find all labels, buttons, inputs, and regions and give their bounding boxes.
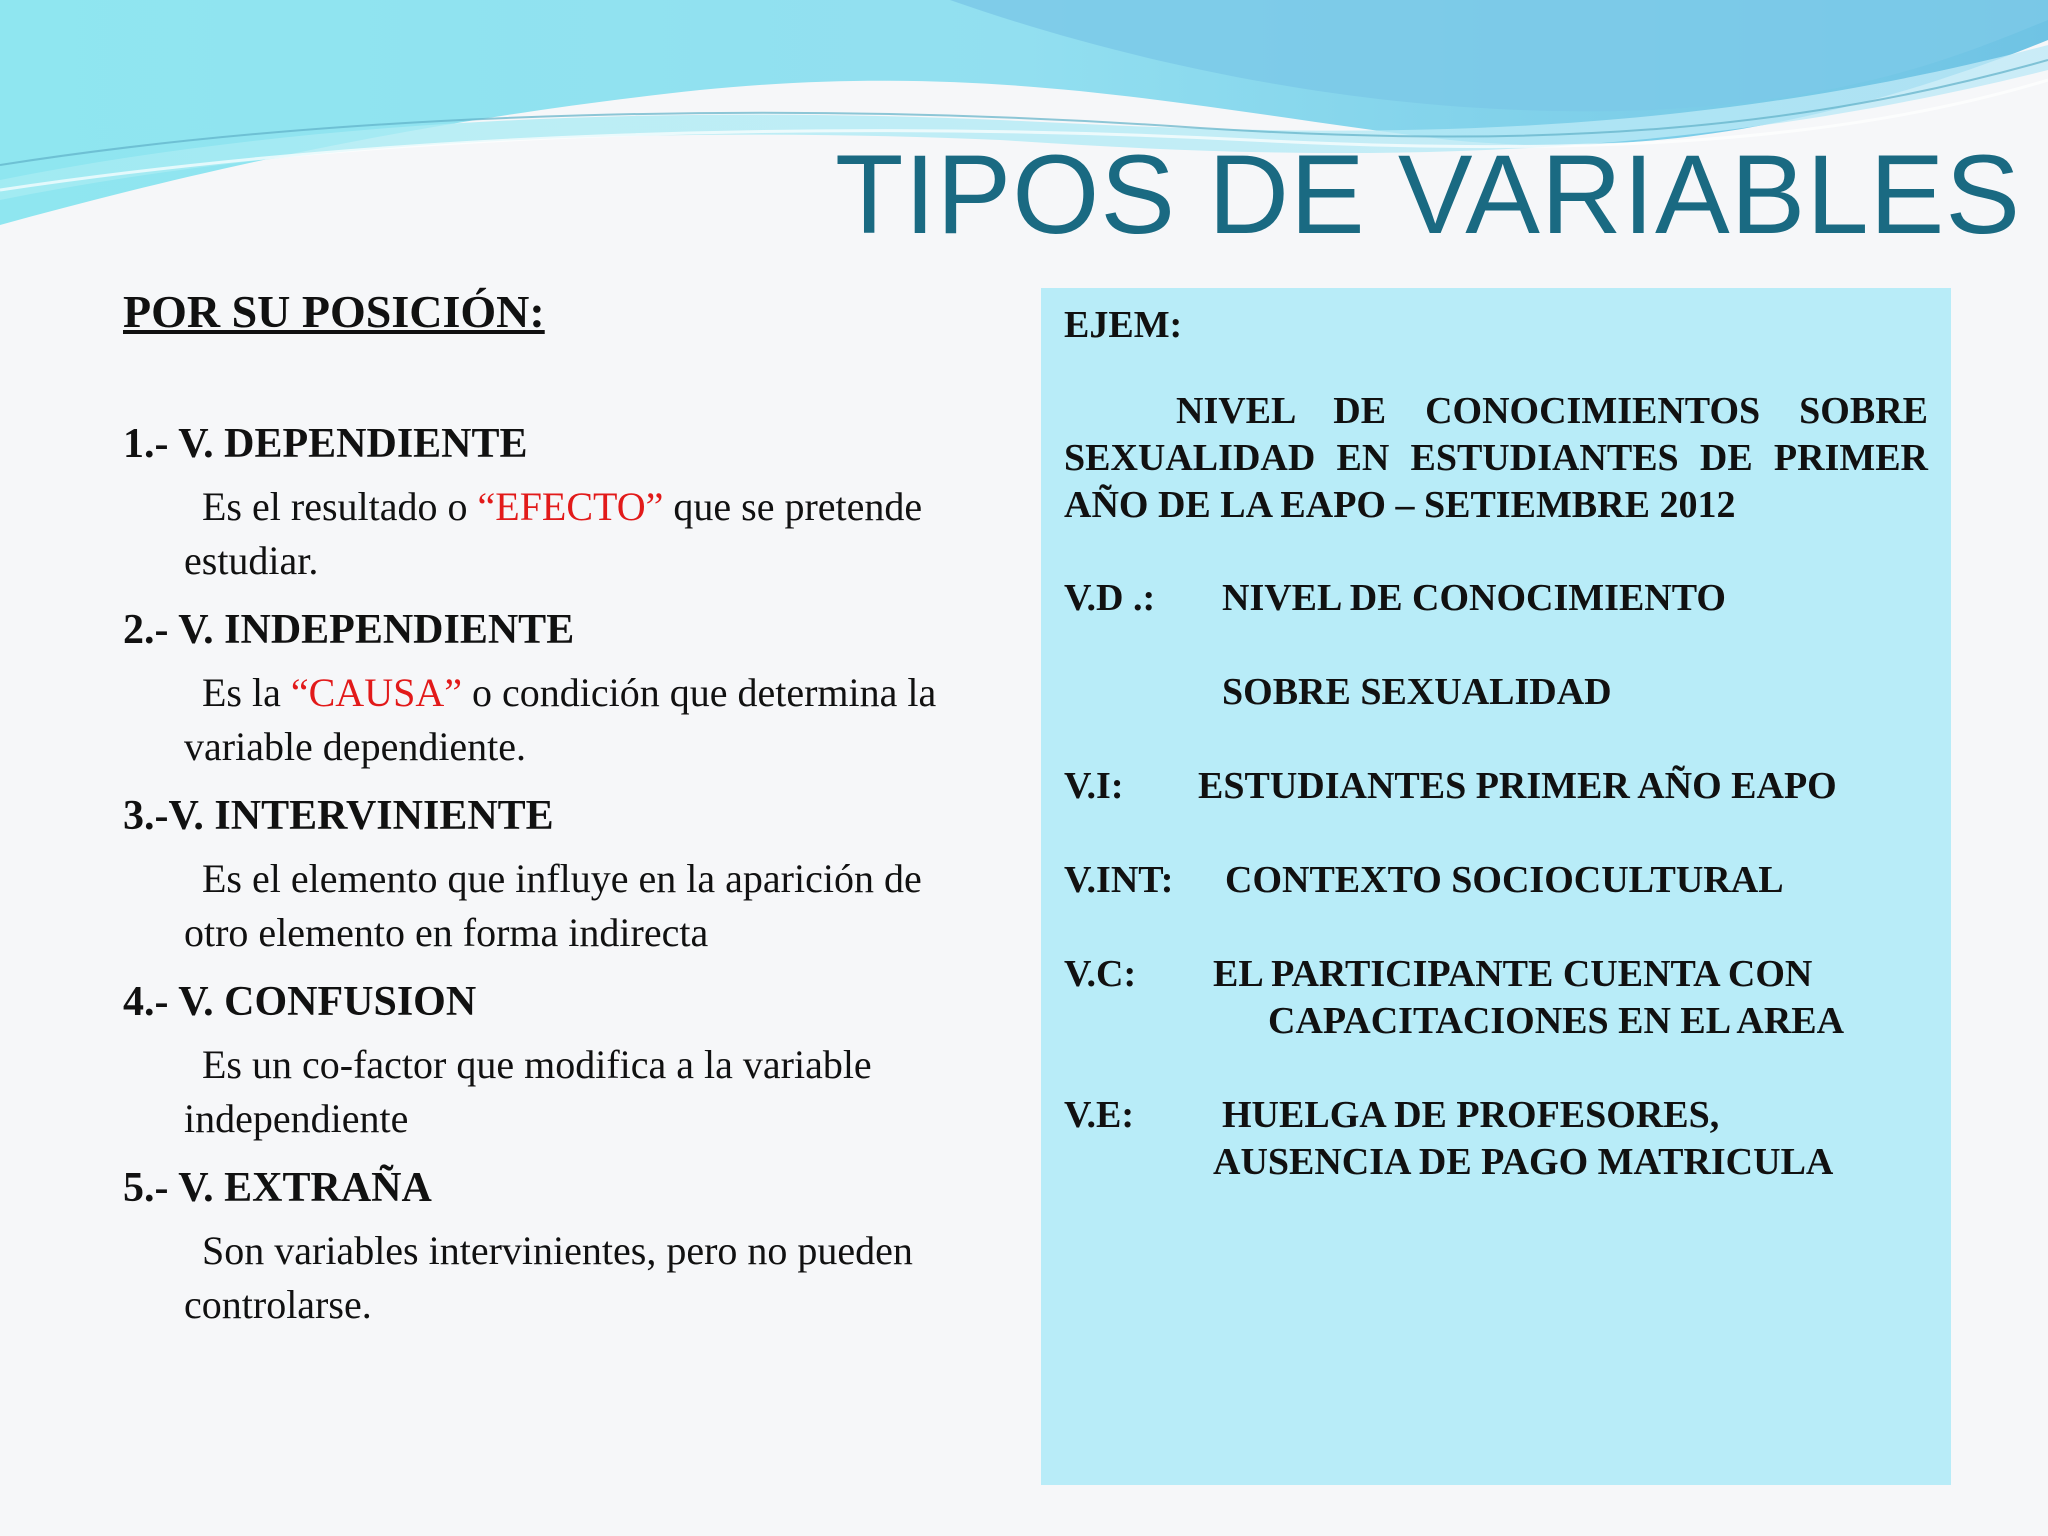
vd-value — [1222, 575, 1928, 716]
item-description: Es el elemento que influye en la aparición de otro elemento en forma indirecta — [184, 856, 922, 955]
vc-row — [1064, 951, 1928, 1045]
desc-text: Es la — [202, 670, 291, 715]
list-item-dependiente — [123, 418, 983, 588]
variable-types-list — [123, 285, 983, 1348]
item-heading: 4.- V. CONFUSION — [123, 979, 477, 1025]
ve-line: AUSENCIA DE PAGO MATRICULA — [1213, 1141, 1834, 1183]
item-heading: 5.- V. EXTRAÑA — [123, 1165, 432, 1211]
list-item-confusion — [123, 976, 983, 1146]
desc-text: que se pretende estudiar. — [184, 484, 923, 583]
vc-line: EL PARTICIPANTE CUENTA CON — [1213, 953, 1813, 995]
highlight-text: “EFECTO” — [477, 484, 664, 529]
desc-text: Es el resultado o — [202, 484, 478, 529]
vd-line: SOBRE SEXUALIDAD — [1222, 671, 1612, 713]
item-heading: 2.- V. INDEPENDIENTE — [123, 607, 575, 653]
list-item-extrana — [123, 1162, 983, 1332]
list-item-interviniente — [123, 790, 983, 960]
item-heading: 1.- V. DEPENDIENTE — [123, 421, 528, 467]
example-label: EJEM: — [1064, 304, 1183, 346]
vi-row — [1064, 763, 1928, 810]
vd-line: NIVEL DE CONOCIMIENTO — [1222, 577, 1726, 619]
item-description — [123, 666, 983, 774]
vi-key: V.I: — [1064, 765, 1124, 807]
slide-title: TIPOS DE VARIABLES — [835, 132, 2022, 257]
example-panel — [1041, 288, 1951, 1485]
item-description: Son variables intervinientes, pero no pueden controlarse. — [184, 1228, 913, 1327]
vint-value: CONTEXTO SOCIOCULTURAL — [1225, 859, 1784, 901]
vc-line: CAPACITACIONES EN EL AREA — [1268, 1000, 1845, 1042]
section-title: POR SU POSICIÓN: — [123, 286, 545, 337]
item-description: Es un co-factor que modifica a la variable independiente — [184, 1042, 872, 1141]
ve-row — [1064, 1092, 1928, 1186]
item-heading: 3.-V. INTERVINIENTE — [123, 793, 554, 839]
vd-row — [1064, 575, 1928, 716]
item-description — [123, 480, 983, 588]
desc-text: o condición que determina la variable dependiente. — [184, 670, 937, 769]
vint-row — [1064, 857, 1928, 904]
highlight-text: “CAUSA” — [290, 670, 462, 715]
ve-key: V.E: — [1064, 1094, 1135, 1136]
vd-key: V.D .: — [1064, 577, 1156, 619]
vc-key: V.C: — [1064, 953, 1137, 995]
list-item-independiente — [123, 604, 983, 774]
ve-value — [1213, 1092, 1928, 1186]
ve-line: HUELGA DE PROFESORES, — [1222, 1094, 1720, 1136]
vi-value: ESTUDIANTES PRIMER AÑO EAPO — [1198, 765, 1837, 807]
vint-key: V.INT: — [1064, 859, 1174, 901]
example-title: NIVEL DE CONOCIMIENTOS SOBRE SEXUALIDAD EN ESTUDIANTES DE PRIMER AÑO DE LA EAPO – SETIEMBRE 2012 — [1064, 390, 1928, 526]
vc-value — [1213, 951, 1928, 1045]
